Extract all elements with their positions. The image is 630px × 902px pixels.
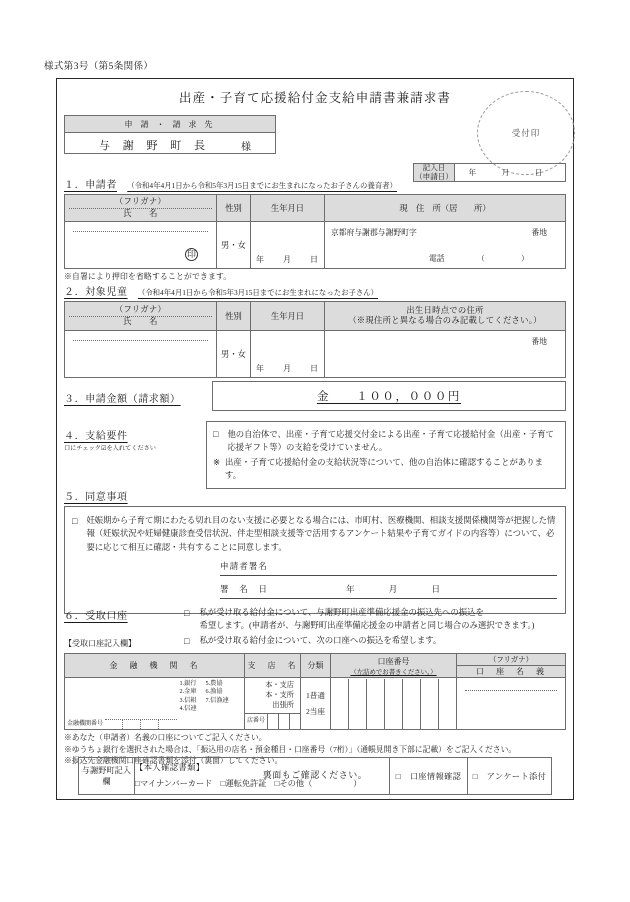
signature-name-row[interactable] [220, 560, 557, 576]
section-consent [64, 488, 566, 614]
identity-row [79, 758, 552, 795]
bank-header-row [65, 654, 566, 678]
bank-footnote-2: ※ゆうちょ銀行を選択された場合は、「振込用の店名・預金種目・口座番号（7桁）」（通帳見開き下部に記載）をご記入ください。 [64, 744, 517, 754]
child-name-field[interactable] [65, 331, 217, 378]
addressee-header: 申 請 ・ 請 求 先 [65, 116, 275, 133]
office-use-label: 与謝野町記入欄 [79, 758, 135, 795]
holder-furigana-line [465, 689, 557, 691]
signature-year: 年 [345, 584, 356, 595]
consent-box [64, 506, 566, 614]
bank-col-institution: 金 融 機 関 名 [65, 654, 245, 678]
bank-branch-field[interactable] [245, 678, 301, 730]
section1-note: （令和4年4月1日から令和5年3月15日までにお生まれになったお子さんの養育者） [127, 181, 398, 190]
receipt-seal-label: 受付印 [511, 128, 541, 138]
entry-date-value[interactable]: 年 月 日 [455, 164, 566, 182]
child-col-name: （フリガナ） 氏 名 [65, 302, 217, 331]
consent-item[interactable] [72, 514, 557, 554]
checkbox-account-info[interactable]: □ 口座情報確認 [390, 758, 468, 795]
requirements-box [206, 421, 566, 489]
section2-note: （令和4年4月1日から令和5年3月15日までにお生まれになったお子さん） [137, 288, 379, 297]
section4-heading: ４．支給要件 [64, 431, 128, 442]
applicant-input-row [65, 222, 566, 269]
addressee-body [65, 133, 275, 153]
kome-mark-icon: ※ [213, 458, 221, 468]
addressee-name: 与 謝 野 町 長 [99, 140, 210, 152]
child-col-gender: 性別 [217, 302, 251, 331]
applicant-gender-field[interactable]: 男・女 [217, 222, 251, 269]
seal-mark: 印 [186, 249, 196, 259]
account-number-field[interactable] [331, 678, 457, 730]
section-applicant [64, 163, 566, 282]
bank-kind-list: 1.銀行 5.農協 2.金庫 6.漁協 3.信組 7.信漁連 4.信連 [177, 678, 245, 730]
child-table [64, 301, 566, 378]
bank-option-new[interactable] [184, 635, 566, 649]
branch-type-2: 本・支所 [265, 691, 294, 700]
account-holder-field[interactable] [457, 678, 566, 730]
form-number: 様式第3号（第5条関係） [44, 62, 154, 72]
applicant-col-gender: 性別 [217, 195, 251, 222]
office-use-section [78, 757, 552, 795]
entry-date-label: 記入日 （申請日） [415, 163, 453, 181]
section-amount [64, 381, 566, 411]
checkbox-survey-attached[interactable]: □ アンケート添付 [468, 758, 552, 795]
furigana-line [73, 230, 208, 232]
identity-title: 【本人確認書類】 [135, 763, 205, 773]
child-col-birthdate: 生年月日 [251, 302, 325, 331]
signature-date-row[interactable] [220, 583, 557, 599]
identity-documents-cell[interactable] [135, 758, 390, 795]
applicant-col-name: （フリガナ） 氏 名 [65, 195, 217, 222]
entry-date-box [413, 163, 566, 182]
bank-account-type-field[interactable] [301, 678, 331, 730]
addressee-honorific: 様 [241, 142, 251, 153]
bank-col-account-number: 口座番号 （左詰めでお書きください。） [331, 654, 457, 678]
signature-month: 月 [388, 584, 399, 595]
section1-heading: １．申請者 [64, 180, 117, 191]
identity-table [78, 757, 552, 795]
requirement-note [213, 456, 557, 482]
branch-code-label: 店番号 [245, 714, 268, 729]
child-header-row [65, 302, 566, 331]
requirement-item[interactable] [213, 428, 557, 454]
bank-input-row [65, 678, 566, 730]
section-bank-account [64, 607, 566, 781]
applicant-header-row [65, 195, 566, 222]
section6-heading: ６．受取口座 [64, 611, 128, 622]
applicant-table [64, 194, 566, 269]
form-content [64, 84, 566, 794]
child-input-row [65, 331, 566, 378]
child-birthdate-field[interactable]: 年 月 日 [251, 331, 325, 378]
bank-code-label: 金融機関番号 [67, 721, 104, 727]
bank-name-field[interactable] [65, 678, 177, 730]
section-requirements [64, 421, 566, 489]
document-title: 出産・子育て応援給付金支給申請書兼請求書 [178, 91, 451, 105]
section3-heading: ３．申請金額（請求額） [64, 394, 181, 405]
amount-value: 金 １００，０００円 [316, 391, 462, 403]
identity-options[interactable]: □マイナンバーカード □運転免許証 □その他（ ） [135, 779, 362, 788]
bank-option-preset-text: 私が受け取る給付金について、与謝野町出産準備応援金の振込先への振込を 希望します。(申請者が、与謝野町出産準備応援金の申請者と同じ場合のみ選択できます。) [199, 608, 535, 630]
signature-date-label: 署 名 日 [220, 584, 268, 595]
checkbox-consent[interactable]: □ [72, 516, 78, 526]
child-address-field[interactable]: 番地 [325, 331, 566, 378]
back-side-note: 裏面もご確認ください。 [262, 770, 368, 781]
bank-footnote-3: ※振込先金融機関口座確認書類を添付（裏面）してください。 [64, 756, 283, 766]
section-child [64, 283, 566, 378]
amount-box[interactable] [212, 381, 566, 411]
child-col-address: 出生日時点での住所 （※現住所と異なる場合のみ記載してください。） [325, 302, 566, 331]
requirement-note-text: 出産・子育て応援給付金の支給状況等について、他の自治体に確認することがあります。 [225, 458, 543, 481]
section5-heading: ５．同意事項 [64, 492, 128, 503]
bank-option-preset[interactable] [184, 607, 566, 632]
signature-date-fields [316, 583, 441, 597]
requirement-text: 他の自治体で、出産・子育て応援交付金による出産・子育て応援給付金（出産・子育て応援ギフト等）の支給を受けていません。 [227, 430, 554, 453]
section2-heading: ２．対象児童 [64, 287, 128, 298]
checkbox-preset-account[interactable]: □ [184, 608, 190, 618]
checkbox-new-account[interactable]: □ [184, 636, 190, 647]
signature-label: 申請者署名 [220, 561, 268, 572]
bank-col-branch: 支 店 名 [245, 654, 301, 678]
account-type-ordinary: 1普通 [306, 690, 325, 700]
addressee-box [64, 115, 276, 154]
child-gender-field[interactable]: 男・女 [217, 331, 251, 378]
checkbox-requirement[interactable]: □ [213, 429, 219, 439]
bank-option-new-text: 私が受け取る給付金について、次の口座への振込を希望します。 [199, 636, 442, 646]
bank-col-holder: （フリガナ） 口 座 名 義 [457, 654, 566, 678]
signature-area [72, 560, 557, 599]
signature-day: 日 [431, 584, 442, 595]
applicant-col-address: 現 住 所（居 所） [325, 195, 566, 222]
bank-footnote-1: ※あなた（申請者）名義の口座についてご記入ください。 [64, 733, 267, 742]
section1-footnote: ※自署により押印を省略することができます。 [64, 272, 232, 281]
section4-note: 口にチェック☑を入れてください [64, 445, 156, 452]
applicant-col-birthdate: 生年月日 [251, 195, 325, 222]
bank-table [64, 653, 566, 730]
applicant-name-field[interactable] [65, 222, 217, 269]
applicant-address-field[interactable]: 京都府与謝郡与謝野町字 番地 電話 （ ） [325, 222, 566, 269]
consent-text: 妊娠期から子育て期にわたる切れ目のない支援に必要となる場合には、市町村、医療機関、相談支援関係機関等が把握した情報（妊娠状況や妊婦健康診査受信状況、伴走型相談支援等で活用するアンケート結果や子育てガイドの内容等）について、必要に応じて相互に確認・共有することに同意します。 [86, 516, 556, 552]
applicant-birthdate-field[interactable]: 年 月 日 [251, 222, 325, 269]
bank-entry-label: 【受取口座記入欄】 [64, 639, 136, 648]
branch-type-1: 本・支店 [265, 681, 294, 689]
branch-type-3: 出張所 [272, 701, 294, 710]
furigana-line [73, 339, 208, 341]
bank-col-type: 分類 [301, 654, 331, 678]
account-type-current: 2当座 [306, 706, 325, 716]
